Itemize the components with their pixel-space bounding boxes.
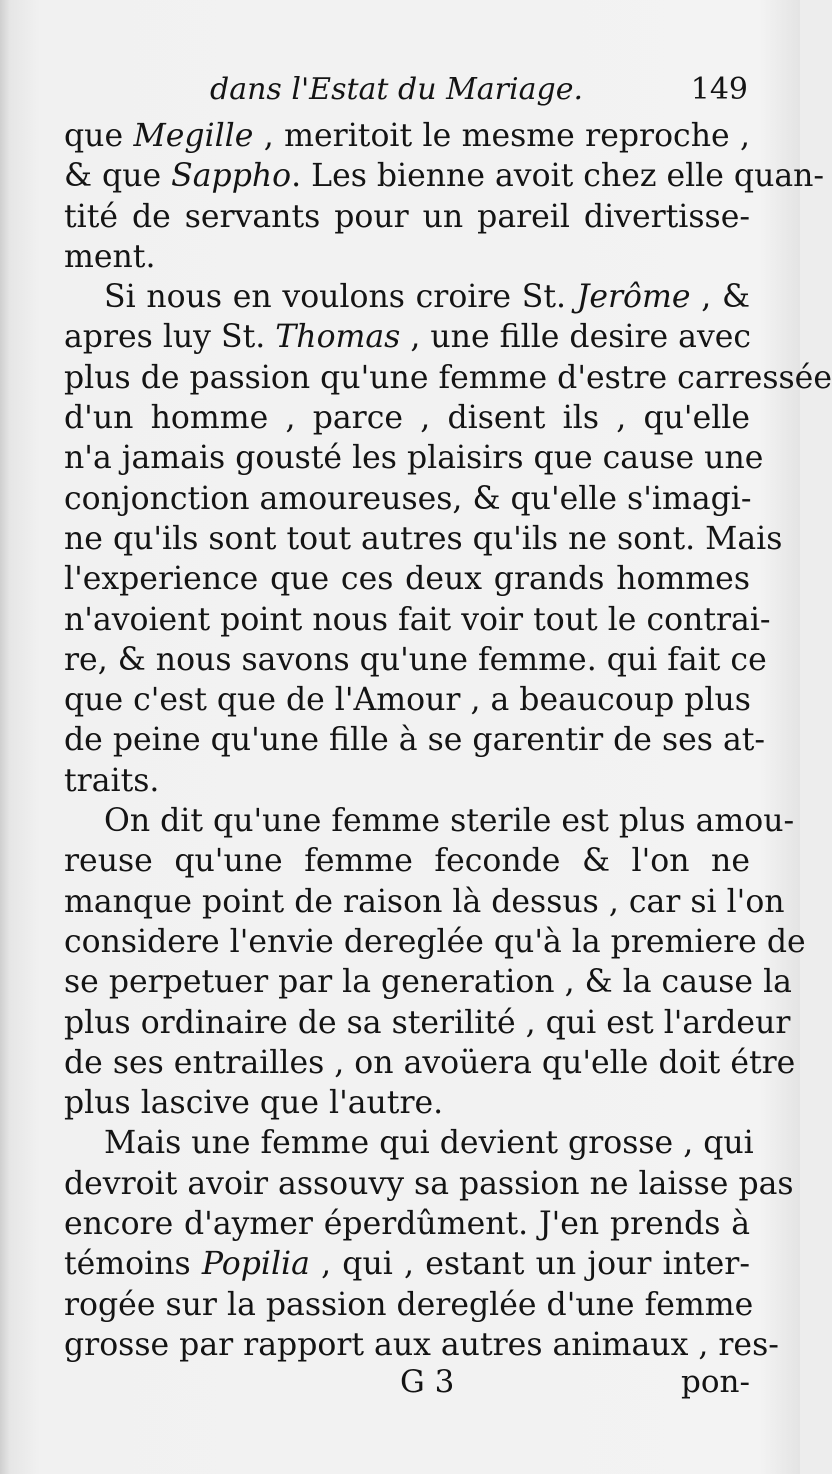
text-line: encore d'aymer éperdûment. J'en prends à: [64, 1206, 750, 1243]
paragraph: [64, 1123, 794, 1365]
text-line: d'un homme , parce , disent ils , qu'elle: [64, 400, 750, 437]
text-line: On dit qu'une femme sterile est plus amou-: [104, 803, 795, 840]
text-line: n'a jamais gousté les plaisirs que cause une: [64, 440, 764, 477]
text-line: Si nous en voulons croire St. Jerôme , &: [104, 279, 751, 316]
text-line: manque point de raison là dessus , car si l'on: [64, 883, 785, 920]
text-line: conjonction amoureuses, & qu'elle s'imagi-: [64, 480, 752, 517]
text-line: que Megille , meritoit le mesme reproche ,: [64, 118, 750, 154]
text-line: ne qu'ils sont tout autres qu'ils ne sont. Mais: [64, 520, 783, 557]
text-line: plus ordinaire de sa sterilité , qui est l'ardeur: [64, 1004, 791, 1041]
text-line: traits.: [64, 762, 160, 799]
text-line: que c'est que de l'Amour , a beaucoup plus: [64, 682, 751, 719]
text-line: plus de passion qu'une femme d'estre carressée: [64, 359, 832, 396]
text-line: de ses entrailles , on avoüera qu'elle doit étre: [64, 1044, 796, 1081]
text-line: de peine qu'une fille à se garentir de ses at-: [64, 722, 766, 759]
catchword: pon-: [681, 1364, 750, 1400]
text-line: rogée sur la passion dereglée d'une femme: [64, 1286, 754, 1323]
page-number: 149: [690, 72, 748, 107]
page-header: [210, 72, 748, 112]
text-line: apres luy St. Thomas , une fille desire avec: [64, 319, 752, 356]
text-line: devroit avoir assouvy sa passion ne laisse pas: [64, 1165, 794, 1202]
text-line: tité de servants pour un pareil divertisse-: [64, 198, 750, 235]
page-footer: [64, 1364, 750, 1404]
text-line: re, & nous savons qu'une femme. qui fait ce: [64, 641, 767, 678]
paragraph: [64, 277, 832, 801]
body-text: [64, 116, 832, 1365]
paragraph: [64, 116, 825, 277]
text-line: considere l'envie dereglée qu'à la premiere de: [64, 923, 806, 960]
text-line: l'experience que ces deux grands hommes: [64, 561, 750, 598]
text-line: se perpetuer par la generation , & la cause la: [64, 964, 792, 1001]
text-line: n'avoient point nous fait voir tout le contrai-: [64, 601, 771, 638]
signature-mark: G 3: [400, 1364, 455, 1400]
paragraph: [64, 801, 806, 1123]
text-line: reuse qu'une femme feconde & l'on ne: [64, 843, 750, 880]
text-line: témoins Popilia , qui , estant un jour inter-: [64, 1246, 750, 1283]
text-line: plus lascive que l'autre.: [64, 1085, 444, 1122]
text-line: grosse par rapport aux autres animaux , res-: [64, 1326, 779, 1363]
running-head: dans l'Estat du Mariage.: [210, 72, 583, 107]
text-line: ment.: [64, 238, 156, 275]
text-line: & que Sappho. Les bienne avoit chez elle quan-: [64, 158, 825, 195]
text-line: Mais une femme qui devient grosse , qui: [104, 1125, 754, 1162]
